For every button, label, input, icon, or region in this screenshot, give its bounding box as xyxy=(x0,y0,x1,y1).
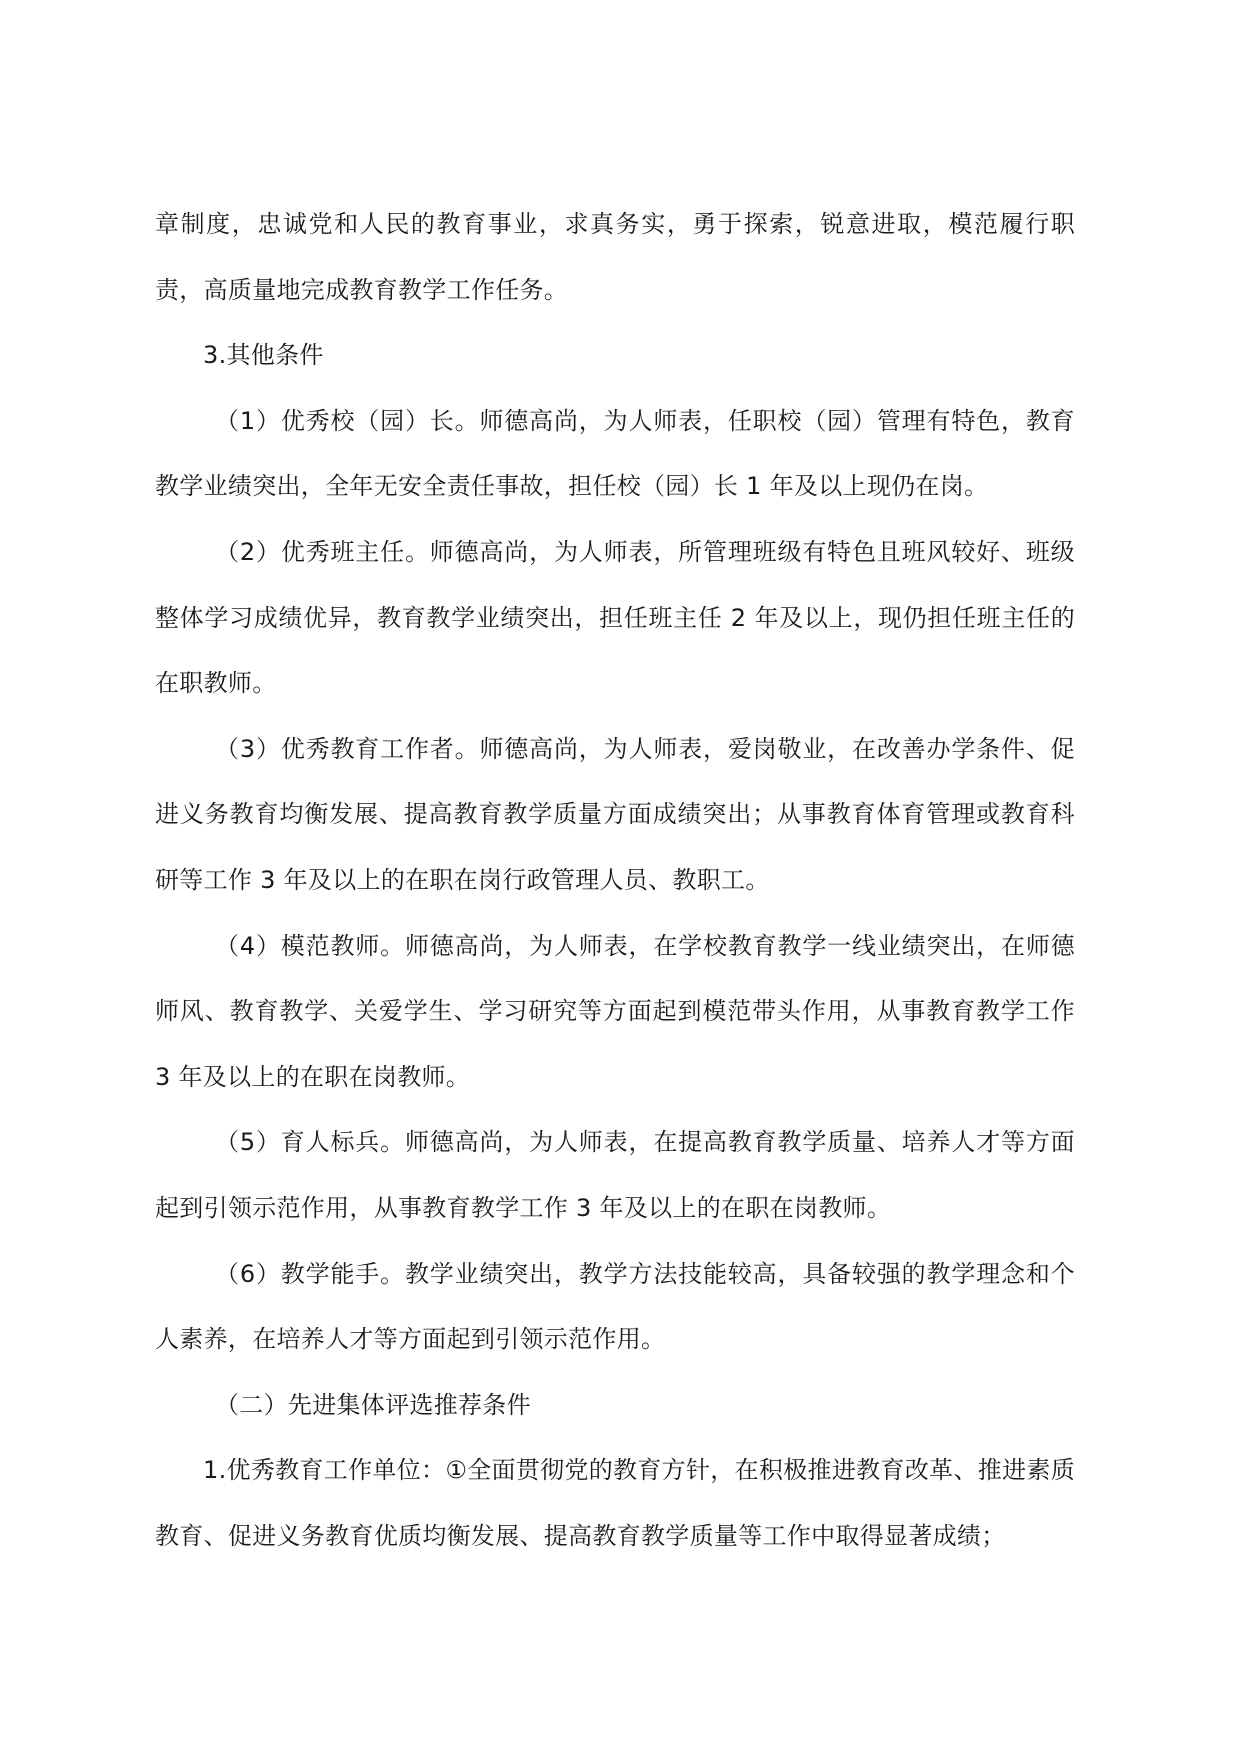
document-body xyxy=(155,192,1075,1569)
heading-other-conditions: 3.其他条件 xyxy=(203,341,324,370)
paragraph-excellent-class-teacher: （2）优秀班主任。师德高尚，为人师表，所管理班级有特色且班风较好、班级整体学习成绩优异，教育教学业绩突出，担任班主任 2 年及以上，现仍担任班主任的在职教师。 xyxy=(155,537,1075,698)
paragraph-education-pacesetter: （5）育人标兵。师德高尚，为人师表，在提高教育教学质量、培养人才等方面起到引领示范作用，从事教育教学工作 3 年及以上的在职在岗教师。 xyxy=(155,1128,1075,1222)
paragraph-continuation: 章制度，忠诚党和人民的教育事业，求真务实，勇于探索，锐意进取，模范履行职责，高质量地完成教育教学工作任务。 xyxy=(155,210,1075,304)
paragraph-excellent-education-worker: （3）优秀教育工作者。师德高尚，为人师表，爱岗敬业，在改善办学条件、促进义务教育均衡发展、提高教育教学质量方面成绩突出；从事教育体育管理或教育科研等工作 3 年及以上的在职在岗行政管理人员、教职工。 xyxy=(155,734,1075,894)
heading-advanced-collective: （二）先进集体评选推荐条件 xyxy=(215,1390,531,1419)
paragraph-excellent-education-unit: 1.优秀教育工作单位：①全面贯彻党的教育方针，在积极推进教育改革、推进素质教育、促进义务教育优质均衡发展、提高教育教学质量等工作中取得显著成绩； xyxy=(155,1456,1075,1550)
paragraph-model-teacher: （4）模范教师。师德高尚，为人师表，在学校教育教学一线业绩突出，在师德师风、教育教学、关爱学生、学习研究等方面起到模范带头作用，从事教育教学工作 3 年及以上的在职在岗教师。 xyxy=(155,931,1075,1091)
paragraph-teaching-expert: （6）教学能手。教学业绩突出，教学方法技能较高，具备较强的教学理念和个人素养，在培养人才等方面起到引领示范作用。 xyxy=(155,1259,1075,1354)
paragraph-excellent-principal: （1）优秀校（园）长。师德高尚，为人师表，任职校（园）管理有特色，教育教学业绩突出，全年无安全责任事故，担任校（园）长 1 年及以上现仍在岗。 xyxy=(155,406,1075,501)
